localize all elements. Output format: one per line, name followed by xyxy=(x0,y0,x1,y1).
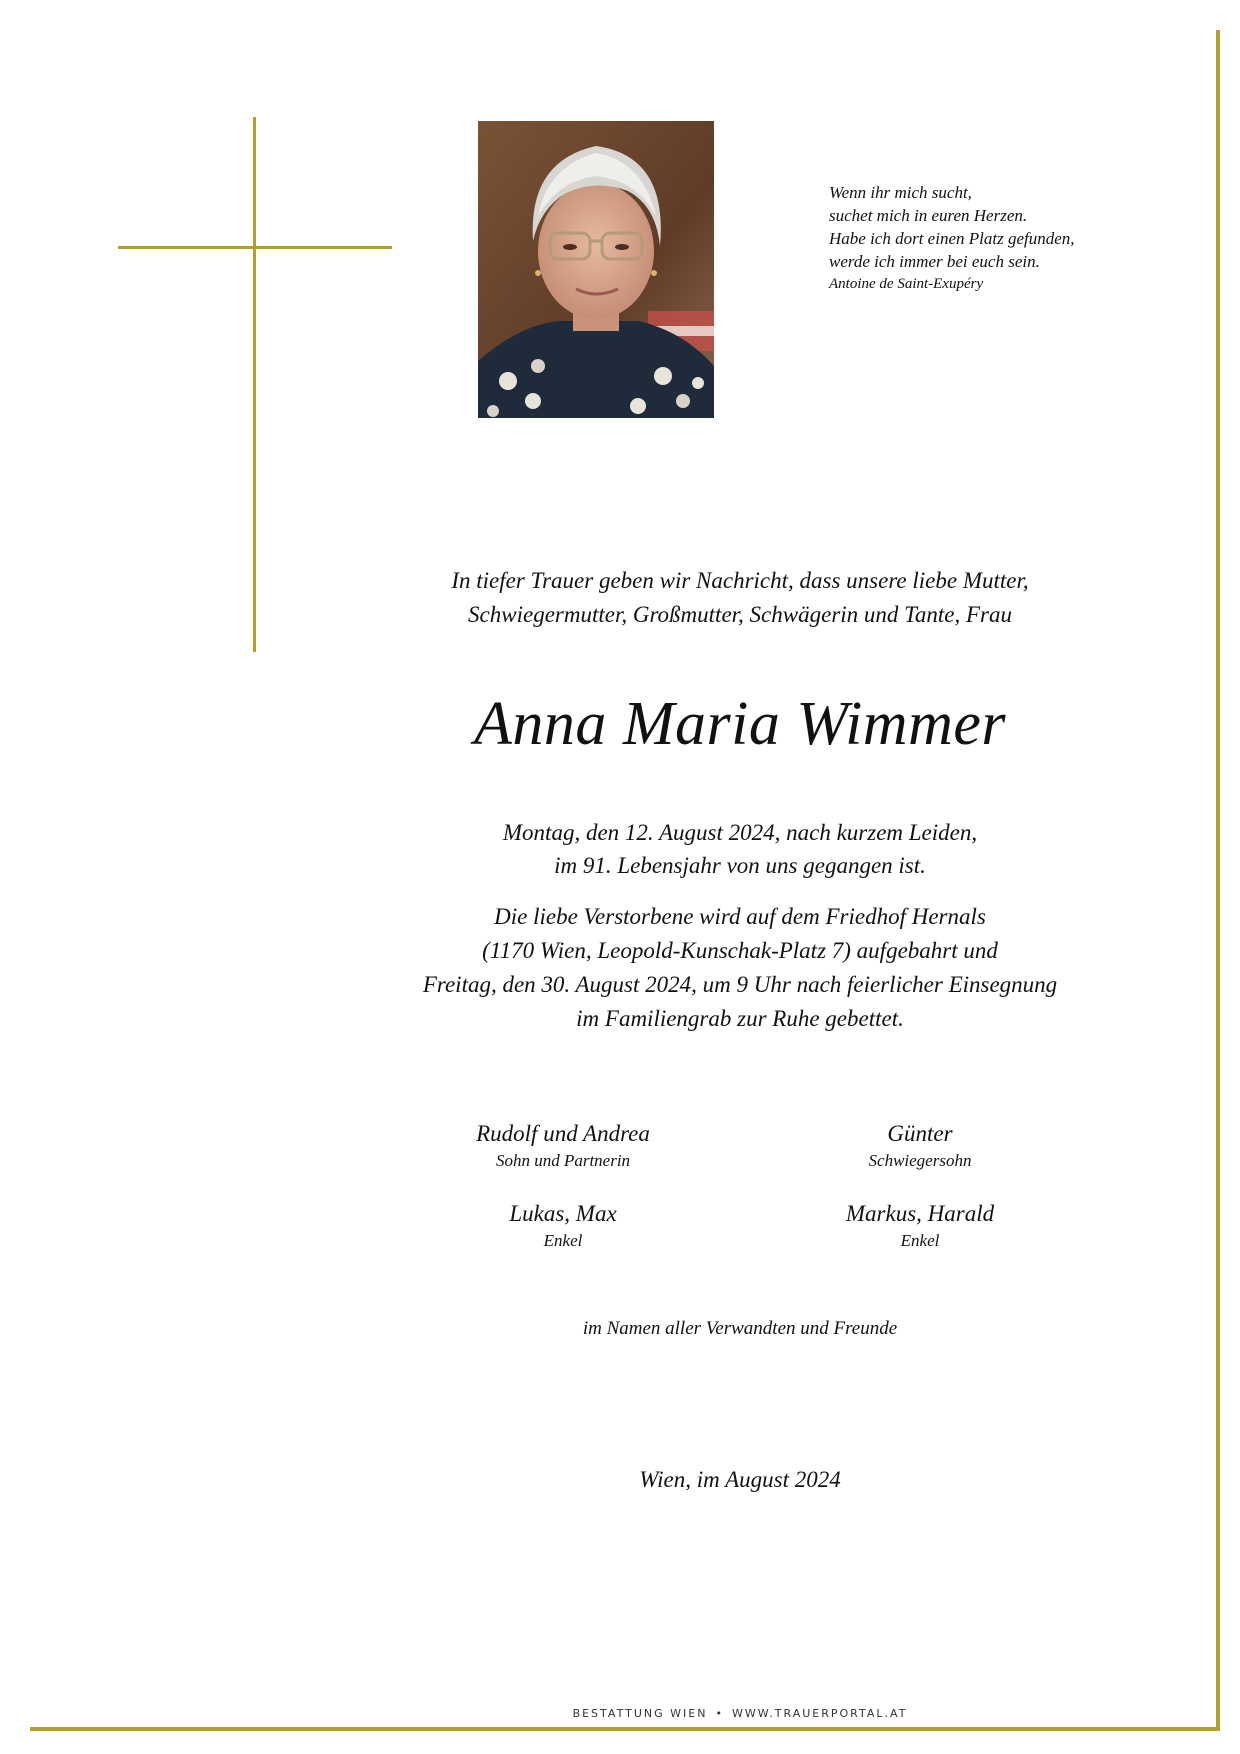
portrait-photo xyxy=(478,121,714,418)
place-date: Wien, im August 2024 xyxy=(639,1467,841,1492)
mourner-relation: Enkel xyxy=(900,1231,940,1250)
border-line-right xyxy=(1216,30,1220,1730)
mourner-relation: Enkel xyxy=(543,1231,583,1250)
mourner-entry xyxy=(750,1199,1090,1253)
footer xyxy=(370,1707,1110,1720)
burial-line: im Familiengrab zur Ruhe gebettet. xyxy=(576,1006,904,1031)
cross-icon-crossbar xyxy=(118,246,392,249)
mourner-relation: Schwiegersohn xyxy=(868,1151,972,1170)
mourner-entry xyxy=(393,1199,733,1253)
announcement-intro xyxy=(370,564,1110,632)
intro-line: In tiefer Trauer geben wir Nachricht, dass unsere liebe Mutter, xyxy=(451,568,1029,593)
death-line: im 91. Lebensjahr von uns gegangen ist. xyxy=(554,853,926,878)
burial-line: Freitag, den 30. August 2024, um 9 Uhr nach feierlicher Einsegnung xyxy=(422,972,1058,997)
mourner-name: Markus, Harald xyxy=(845,1201,995,1226)
mourner-name: Rudolf und Andrea xyxy=(476,1121,650,1146)
cross-icon xyxy=(253,117,256,652)
burial-line: Die liebe Verstorbene wird auf dem Friedhof Hernals xyxy=(494,904,986,929)
border-line-bottom xyxy=(30,1727,1220,1731)
death-line: Montag, den 12. August 2024, nach kurzem Leiden, xyxy=(502,820,978,845)
portrait-photo-icon xyxy=(478,121,714,418)
intro-line: Schwiegermutter, Großmutter, Schwägerin und Tante, Frau xyxy=(468,602,1012,627)
mourner-name: Lukas, Max xyxy=(509,1201,617,1226)
mourner-name: Günter xyxy=(887,1121,953,1146)
mourner-entry xyxy=(750,1119,1090,1173)
burial-notice xyxy=(370,900,1110,1036)
quote-author: Antoine de Saint-Exupéry xyxy=(829,276,984,292)
quote-line: Habe ich dort einen Platz gefunden, xyxy=(829,229,1075,248)
footer-separator: • xyxy=(715,1707,724,1720)
quote-line: suchet mich in euren Herzen. xyxy=(829,206,1028,225)
death-notice xyxy=(370,816,1110,882)
quote-line: Wenn ihr mich sucht, xyxy=(829,183,972,202)
memorial-quote xyxy=(829,181,1189,295)
burial-line: (1170 Wien, Leopold-Kunschak-Platz 7) aufgebahrt und xyxy=(482,938,998,963)
quote-line: werde ich immer bei euch sein. xyxy=(829,252,1040,271)
footer-website-link[interactable]: WWW.TRAUERPORTAL.AT xyxy=(731,1707,908,1720)
mourner-relation: Sohn und Partnerin xyxy=(495,1151,631,1170)
deceased-name: Anna Maria Wimmer xyxy=(473,690,1007,758)
footer-company: BESTATTUNG WIEN xyxy=(572,1707,708,1720)
mourner-entry xyxy=(393,1119,733,1173)
closing-line: im Namen aller Verwandten und Freunde xyxy=(582,1318,898,1339)
